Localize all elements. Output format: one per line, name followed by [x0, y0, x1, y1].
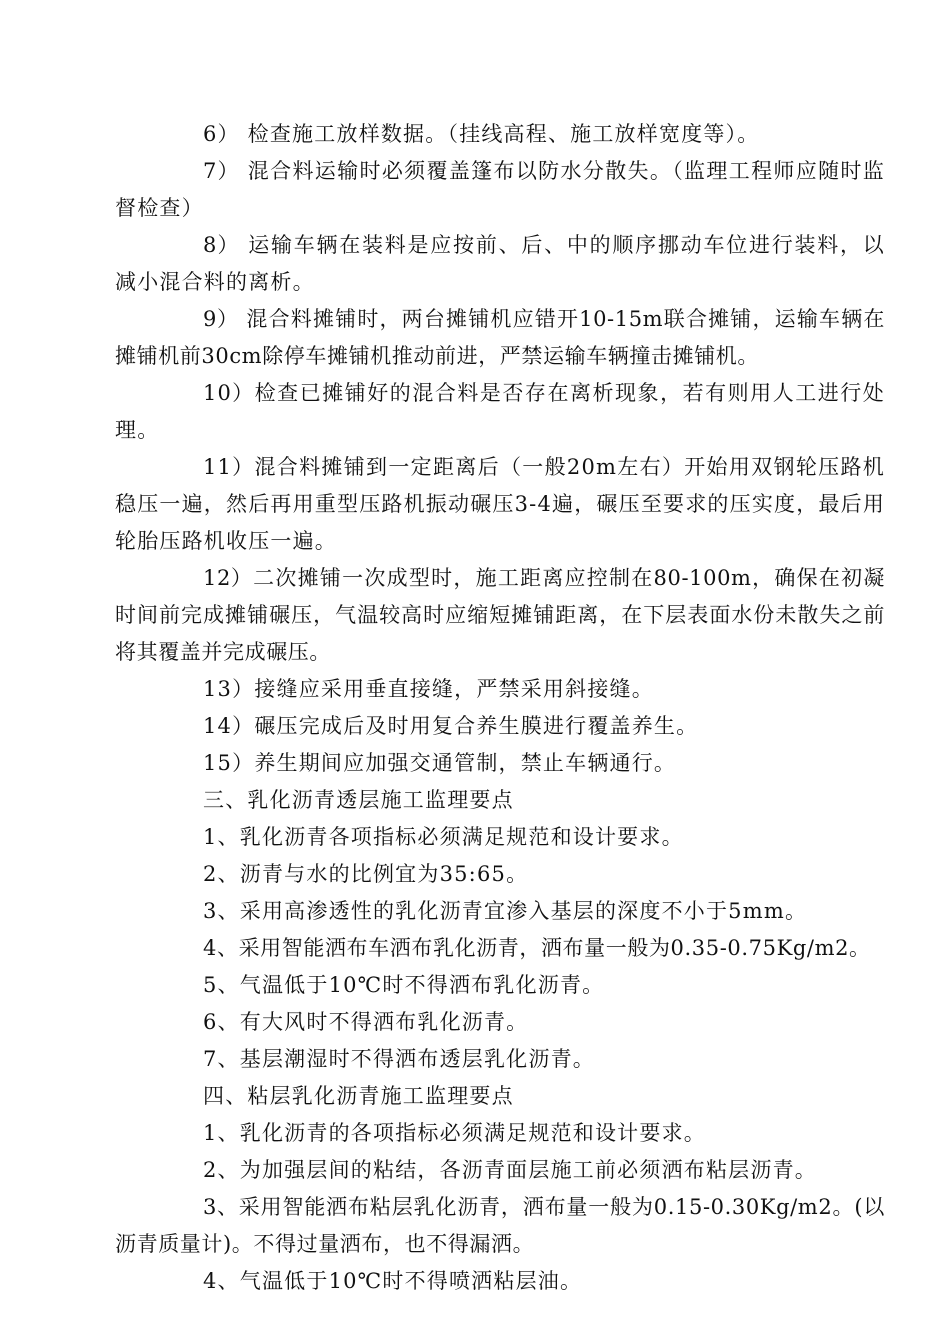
item-text: 混合料摊铺时，两台摊铺机应错开10-15m联合摊铺，运输车辆在摊铺机前30cm除停车摊铺机推动前进，严禁运输车辆撞击摊铺机。 — [115, 307, 885, 368]
item-text: 运输车辆在装料是应按前、后、中的顺序挪动车位进行装料，以减小混合料的离析。 — [115, 233, 885, 294]
list-item — [115, 375, 885, 449]
list-item — [115, 893, 885, 930]
item-number: 13） — [203, 677, 255, 701]
list-item — [115, 856, 885, 893]
item-text: 接缝应采用垂直接缝，严禁采用斜接缝。 — [254, 677, 654, 701]
item-number: 6） — [203, 122, 240, 146]
item-text: 养生期间应加强交通管制，禁止车辆通行。 — [254, 751, 677, 775]
list-item — [115, 1004, 885, 1041]
item-text: 采用高渗透性的乳化沥青宜渗入基层的深度不小于5mm。 — [239, 899, 808, 923]
item-text: 检查已摊铺好的混合料是否存在离析现象，若有则用人工进行处理。 — [115, 381, 885, 442]
item-number: 11） — [203, 455, 255, 479]
item-number: 12） — [203, 566, 253, 590]
list-item — [115, 301, 885, 375]
section-heading — [115, 782, 885, 819]
item-number: 2、 — [203, 862, 240, 886]
item-number: 1、 — [203, 1121, 240, 1145]
item-text: 气温低于10℃时不得洒布乳化沥青。 — [239, 973, 605, 997]
list-item — [115, 745, 885, 782]
item-number: 8） — [203, 233, 240, 257]
item-text: 采用智能洒布粘层乳化沥青，洒布量一般为0.15-0.30Kg/m2。(以沥青质量计)。不得过量洒布，也不得漏洒。 — [115, 1195, 885, 1256]
item-text: 混合料摊铺到一定距离后（一般20m左右）开始用双钢轮压路机稳压一遍，然后再用重型压路机振动碾压3-4遍，碾压至要求的压实度，最后用轮胎压路机收压一遍。 — [115, 455, 886, 553]
item-number: 7） — [203, 159, 240, 183]
item-text: 采用智能洒布车洒布乳化沥青，洒布量一般为0.35-0.75Kg/m2。 — [238, 936, 871, 960]
section-title: 乳化沥青透层施工监理要点 — [247, 788, 514, 812]
section-number: 四、 — [203, 1084, 248, 1108]
section-number: 三、 — [203, 788, 248, 812]
item-number: 15） — [203, 751, 255, 775]
item-number: 7、 — [203, 1047, 240, 1071]
item-number: 1、 — [203, 825, 240, 849]
item-number: 9） — [203, 307, 239, 331]
item-text: 乳化沥青各项指标必须满足规范和设计要求。 — [239, 825, 684, 849]
item-number: 5、 — [203, 973, 240, 997]
item-number: 3、 — [203, 1195, 239, 1219]
list-item — [115, 967, 885, 1004]
list-item — [115, 671, 885, 708]
list-item — [115, 930, 885, 967]
document-body — [115, 116, 885, 1300]
item-text: 有大风时不得洒布乳化沥青。 — [239, 1010, 529, 1034]
item-number: 3、 — [203, 899, 240, 923]
list-item — [115, 1041, 885, 1078]
list-item — [115, 1263, 885, 1300]
list-item — [115, 153, 885, 227]
list-item — [115, 116, 885, 153]
item-number: 4、 — [203, 1269, 240, 1293]
item-number: 6、 — [203, 1010, 240, 1034]
section-heading — [115, 1078, 885, 1115]
list-item — [115, 449, 885, 560]
list-item — [115, 227, 885, 301]
item-text: 基层潮湿时不得洒布透层乳化沥青。 — [239, 1047, 595, 1071]
item-number: 2、 — [203, 1158, 240, 1182]
item-text: 为加强层间的粘结，各沥青面层施工前必须洒布粘层沥青。 — [239, 1158, 817, 1182]
list-item — [115, 1115, 885, 1152]
list-item — [115, 1152, 885, 1189]
item-text: 检查施工放样数据。（挂线高程、施工放样宽度等）。 — [247, 122, 760, 146]
list-item — [115, 560, 885, 671]
item-text: 二次摊铺一次成型时，施工距离应控制在80-100m，确保在初凝时间前完成摊铺碾压，气温较高时应缩短摊铺距离，在下层表面水份未散失之前将其覆盖并完成碾压。 — [115, 566, 885, 664]
item-number: 14） — [203, 714, 255, 738]
item-number: 10） — [203, 381, 255, 405]
section-title: 粘层乳化沥青施工监理要点 — [247, 1084, 514, 1108]
list-item — [115, 708, 885, 745]
list-item — [115, 819, 885, 856]
item-text: 混合料运输时必须覆盖篷布以防水分散失。（监理工程师应随时监督检查） — [115, 159, 885, 220]
item-text: 乳化沥青的各项指标必须满足规范和设计要求。 — [239, 1121, 706, 1145]
item-number: 4、 — [203, 936, 239, 960]
item-text: 沥青与水的比例宜为35:65。 — [239, 862, 529, 886]
list-item — [115, 1189, 885, 1263]
item-text: 气温低于10℃时不得喷洒粘层油。 — [239, 1269, 583, 1293]
item-text: 碾压完成后及时用复合养生膜进行覆盖养生。 — [254, 714, 699, 738]
